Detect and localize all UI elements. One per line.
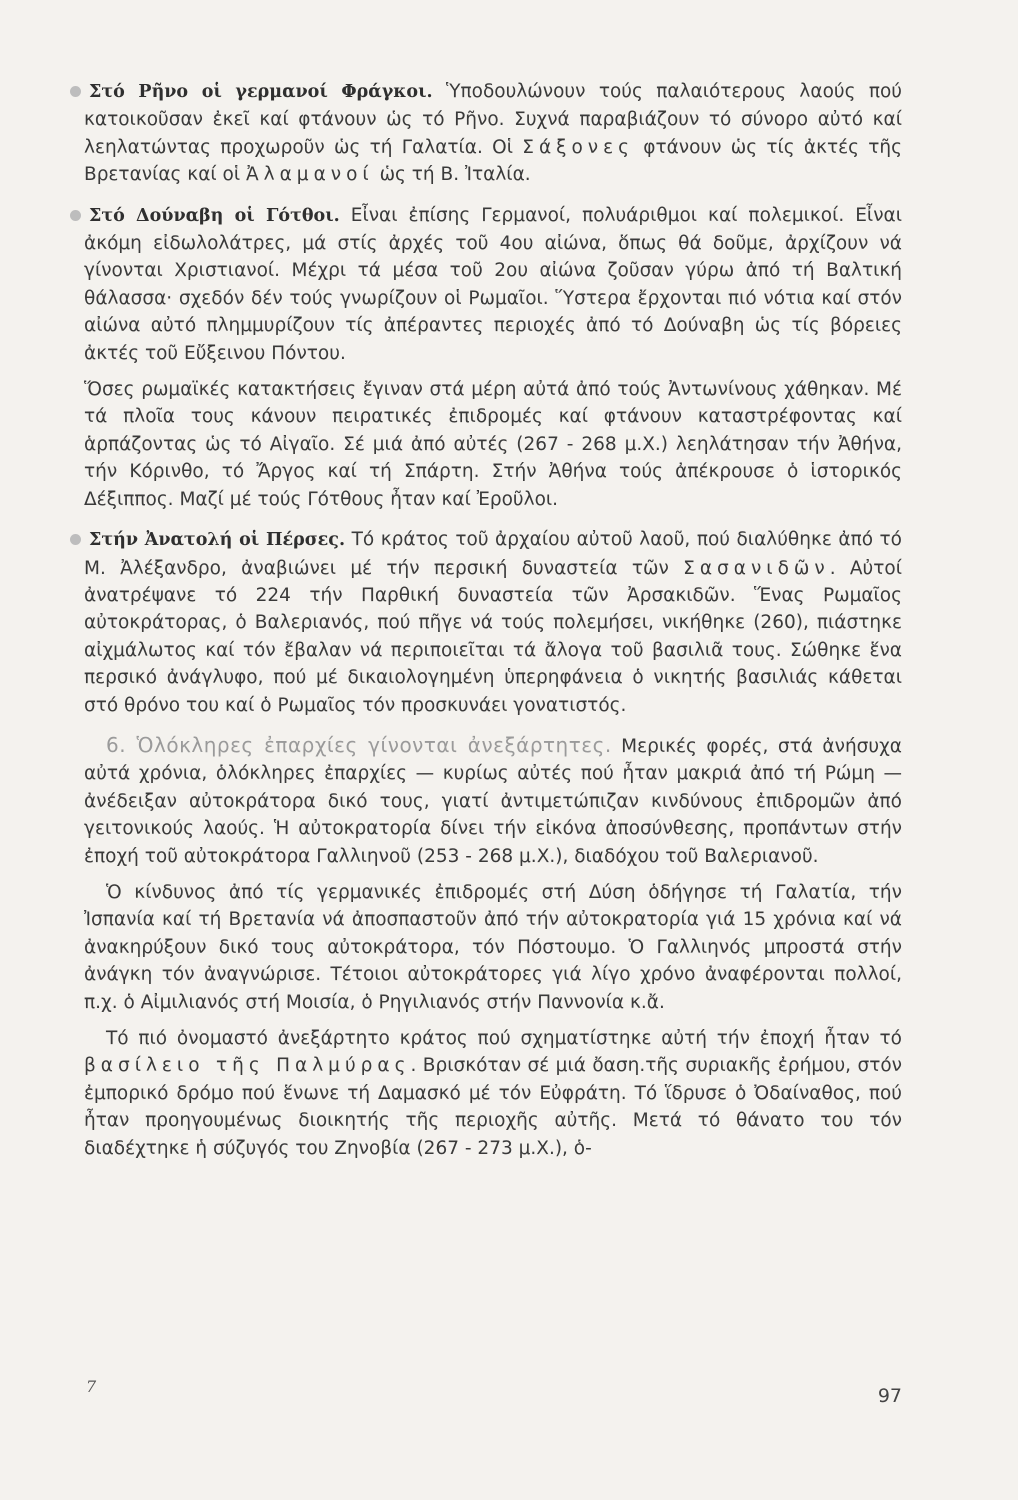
bullet-icon [70, 86, 81, 97]
section-goths [84, 202, 902, 367]
emphasis-text: Σασανιδῶν [683, 557, 830, 579]
section-independent-provinces [84, 732, 902, 870]
bullet-icon [70, 534, 81, 545]
bullet-icon [70, 210, 81, 221]
body-text: Εἶναι ἐπίσης Γερμανοί, πολυάριθμοι καί πολεμικοί. Εἶναι ἀκόμη εἰδωλολάτρες, μά στίς ἀρχές τοῦ 4ου αἰώνα, ὅπως θά δοῦμε, ἀρχίζουν νά γίνονται Χριστιανοί. Μέχρι τά μέσα τοῦ 2ου αἰώνα ζοῦσαν γύρω ἀπό τή Βαλτική θάλασσα· σχεδόν δέν τούς γνωρίζουν οἱ Ρωμαῖοι. Ὕστερα ἔρχονται πιό νότια καί στόν αἰώνα αὐτό πλημμυρίζουν τίς ἀπέραντες περιοχές ἀπό τό Δούναβη ὡς τίς βόρειες ἀκτές τοῦ Εὔξεινου Πόντου. [84, 204, 902, 364]
page-number: 97 [877, 1385, 902, 1407]
emphasis-text: Σάξονες [522, 136, 634, 158]
section-franks [84, 78, 902, 189]
section-heading: Στήν Ἀνατολή οἱ Πέρσες. [89, 530, 346, 551]
section-persians [84, 526, 902, 719]
paragraph-palmyra [84, 1025, 902, 1162]
body-text: φτάνουν ὡς τίς ἀκτές τῆς Βρετανίας καί οἱ [84, 136, 902, 186]
body-text: ὡς τή Β. Ἰταλία. [373, 164, 531, 186]
body-text: Τό κράτος τοῦ ἀρχαίου αὐτοῦ λαοῦ, πού διαλύθηκε ἀπό τό Μ. Ἀλέξανδρο, ἀναβιώνει μέ τήν περσική δυναστεία τῶν [84, 529, 903, 579]
body-text: . Αὐτοί ἀνατρέψανε τό 224 τήν Παρθική δυναστεία τῶν Ἀρσακιδῶν. Ἕνας Ρωμαῖος αὐτοκράτορας, ὁ Βαλεριανός, πού πῆγε νά τούς πολεμήσει, νικήθηκε (260), πιάστηκε αἰχμάλωτος καί τόν ἔβαλαν νά περιποιεῖται τά ἄλογα τοῦ βασιλιᾶ τους. Σώθηκε ἕνα περσικό ἀνάγλυφο, πού μέ δικαιολογημένη ὑπερηφάνεια ὁ νικητής βασιλιάς κάθεται στό θρόνο του καί ὁ Ρωμαῖος τόν προσκυνάει γονατιστός. [84, 557, 902, 716]
section-title: 6. Ὁλόκληρες ἐπαρχίες γίνονται ἀνεξάρτητες. [106, 732, 612, 757]
body-text: Ὑποδουλώνουν τούς παλαιότερους λαούς πού κατοικοῦσαν ἐκεῖ καί φτάνουν ὡς τό Ρῆνο. Συχνά παραβιάζουν τό σύνορο αὐτό καί λεηλατώντας προχωροῦν ὡς τή Γαλατία. Οἱ [84, 81, 902, 158]
section-heading: Στό Δούναβη οἱ Γότθοι. [89, 205, 340, 226]
signature-mark: 7 [86, 1377, 97, 1396]
body-text: . Βρισκόταν σέ μιά ὄαση.τῆς συριακῆς ἐρήμου, στόν ἐμπορικό δρόμο πού ἕνωνε τή Δαμασκό μέ τόν Εὐφράτη. Τό ἵδρυσε ὁ Ὀδαίναθος, πού ἦταν προηγουμένως διοικητής τῆς περιοχῆς αὐτῆς. Μετά τό θάνατο του τόν διαδέχτηκε ἡ σύζυγός του Ζηνοβία (267 - 273 μ.Χ.), ὁ- [84, 1055, 903, 1159]
section-heading: Στό Ρῆνο οἱ γερμανοί Φράγκοι. [89, 82, 433, 102]
paragraph-postumus: Ὁ κίνδυνος ἀπό τίς γερμανικές ἐπιδρομές στή Δύση ὁδήγησε τή Γαλατία, τήν Ἰσπανία καί τή Βρετανία νά ἀποσπαστοῦν ἀπό τήν αὐτοκρατορία γιά 15 χρόνια καί νά ἀνακηρύξουν δικό τους αὐτοκράτορα, τόν Πόστουμο. Ὁ Γαλλιηνός μπροστά στήν ἀνάγκη τόν ἀναγνώρισε. Τέτοιοι αὐτοκράτορες γιά λίγο χρόνο ἀναφέρονται πολλοί, π.χ. ὁ Αἰμιλιανός στή Μοισία, ὁ Ρηγιλιανός στήν Παννονία κ.ἄ. [84, 881, 902, 1013]
body-text: Τό πιό ὀνομαστό ἀνεξάρτητο κράτος πού σχηματίστηκε αὐτή τήν ἐποχή ἦταν τό [106, 1028, 902, 1049]
emphasis-text: βασίλειο τῆς Παλμύρας [84, 1055, 411, 1077]
body-text: Μερικές φορές, στά ἀνήσυχα αὐτά χρόνια, ὁλόκληρες ἐπαρχίες — κυρίως αὐτές πού ἦταν μακριά ἀπό τή Ρώμη — ἀνέδειξαν αὐτοκράτορα δικό τους, γιατί ἀντιμετώπιζαν κινδύνους ἐπιδρομῶν ἀπό γειτονικούς λαούς. Ἡ αὐτοκρατορία δίνει τήν εἰκόνα ἀποσύνθεσης, προπάντων στήν ἐποχή τοῦ αὐτοκράτορα Γαλλιηνοῦ (253 - 268 μ.Χ.), διαδόχου τοῦ Βαλεριανοῦ. [84, 735, 902, 867]
emphasis-text: Ἀλαμανοί [246, 164, 374, 186]
paragraph-goths-raids: Ὅσες ρωμαϊκές κατακτήσεις ἔγιναν στά μέρη αὐτά ἀπό τούς Ἀντωνίνους χάθηκαν. Μέ τά πλοῖα τους κάνουν πειρατικές ἐπιδρομές καί φτάνουν καταστρέφοντας καί ἁρπάζοντας ὡς τό Αἰγαῖο. Σέ μιά ἀπό αὐτές (267 - 268 μ.Χ.) λεηλάτησαν τήν Ἀθήνα, τήν Κόρινθο, τό Ἄργος καί τή Σπάρτη. Στήν Ἀθήνα τούς ἀπέκρουσε ὁ ἱστορικός Δέξιππος. Μαζί μέ τούς Γότθους ἦταν καί Ἐροῦλοι. [84, 379, 902, 510]
